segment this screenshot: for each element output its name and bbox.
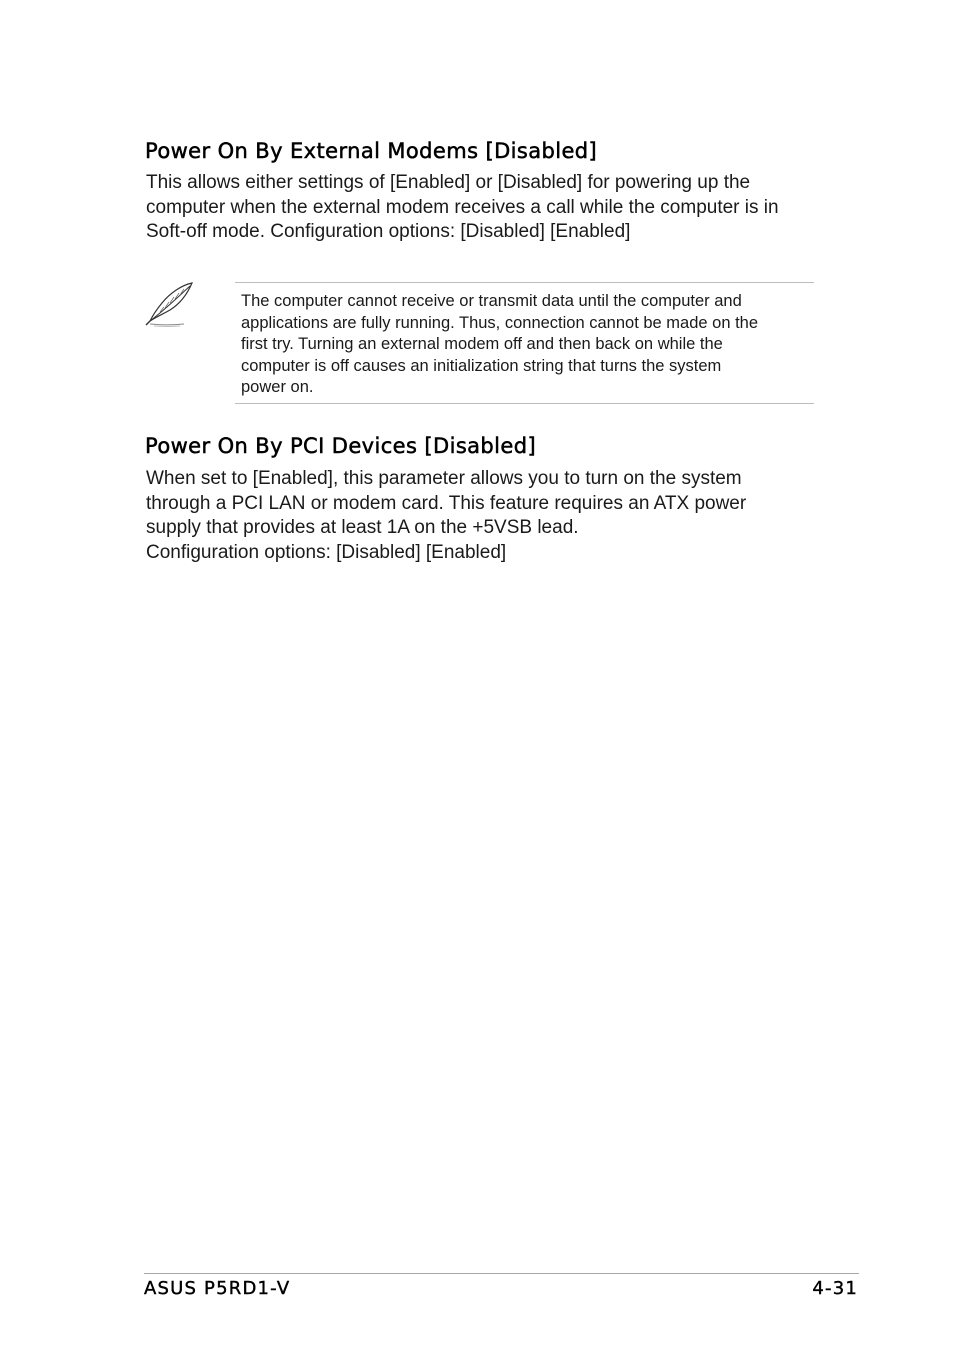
note-feather-pen-icon xyxy=(144,281,196,327)
section-title-external-modems: Power On By External Modems [Disabled] xyxy=(145,139,598,163)
note-line: power on. xyxy=(241,378,314,397)
body-line: Soft-off mode. Configuration options: [Disabled] [Enabled] xyxy=(146,221,631,242)
body-line: supply that provides at least 1A on the +5VSB lead. xyxy=(146,517,579,538)
footer-product-name: ASUS P5RD1-V xyxy=(144,1278,291,1299)
section-title-pci-devices: Power On By PCI Devices [Disabled] xyxy=(145,434,537,458)
body-line: computer when the external modem receives a call while the computer is in xyxy=(146,196,779,218)
body-line: When set to [Enabled], this parameter allows you to turn on the system xyxy=(146,468,742,489)
note-text xyxy=(241,291,758,399)
body-line: Configuration options: [Disabled] [Enabled] xyxy=(146,541,507,563)
note-box xyxy=(235,282,814,404)
footer-page-number: 4-31 xyxy=(812,1278,858,1299)
body-line: through a PCI LAN or modem card. This feature requires an ATX power xyxy=(146,492,747,514)
note-line: applications are fully running. Thus, connection cannot be made on the xyxy=(241,313,759,332)
note-line: computer is off causes an initialization string that turns the system xyxy=(241,356,722,375)
body-line: This allows either settings of [Enabled] or [Disabled] for powering up the xyxy=(146,172,751,193)
note-line: The computer cannot receive or transmit data until the computer and xyxy=(241,292,742,310)
footer-divider xyxy=(144,1273,859,1274)
section-body-external-modems xyxy=(146,171,779,245)
section-body-pci-devices xyxy=(146,467,746,565)
note-line: first try. Turning an external modem off and then back on while the xyxy=(241,335,723,354)
